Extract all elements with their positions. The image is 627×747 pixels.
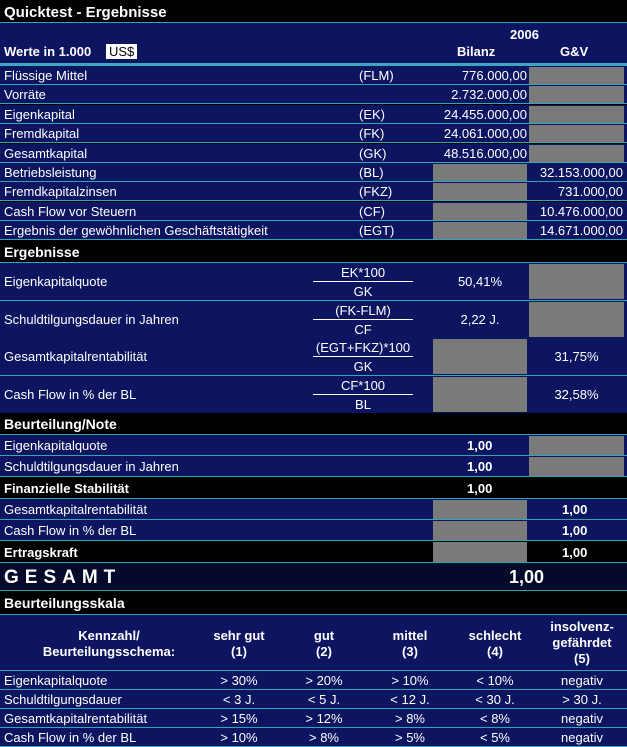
- note-row-std: [0, 456, 627, 477]
- skala-head-line: Beurteilungsschema:: [42, 644, 176, 659]
- bilanz-value[interactable]: 776.000,00: [461, 68, 527, 83]
- gray-cell: [529, 436, 624, 455]
- ergebnisse-header: [0, 241, 627, 263]
- skala-header: [0, 591, 627, 615]
- row-label: Cash Flow vor Steuern: [4, 204, 137, 219]
- skala-head-line: schlecht: [468, 628, 522, 643]
- note-value: 1,00: [562, 523, 588, 538]
- guv-value[interactable]: 14.671.000,00: [539, 223, 623, 238]
- skala-value: < 3 J.: [222, 692, 256, 707]
- ergebnisse-title: Ergebnisse: [4, 244, 80, 260]
- skala-head-line: insolvenz-: [550, 619, 614, 634]
- note-label: Schuldtilgungsdauer in Jahren: [4, 459, 179, 474]
- row-abbr: (CF): [359, 204, 385, 219]
- skala-value: > 12%: [305, 711, 343, 726]
- row-label: Vorräte: [4, 87, 46, 102]
- guv-value[interactable]: 10.476.000,00: [539, 204, 623, 219]
- gray-cell: [433, 203, 527, 220]
- gray-cell: [529, 302, 624, 337]
- skala-head-cell: [284, 628, 364, 660]
- note-row-cf: [0, 520, 627, 541]
- formula-numerator: (FK-FLM): [335, 303, 391, 318]
- data-row: [0, 85, 627, 104]
- skala-title: Beurteilungsskala: [4, 595, 125, 611]
- skala-value: negativ: [561, 730, 603, 745]
- skala-value: < 5%: [480, 730, 510, 745]
- skala-value: < 5 J.: [307, 692, 341, 707]
- bilanz-value[interactable]: 2.732.000,00: [451, 87, 527, 102]
- gray-cell: [433, 500, 527, 519]
- data-row: [0, 144, 627, 163]
- skala-head-line: (1): [231, 644, 247, 659]
- skala-head-line: (3): [402, 644, 418, 659]
- ertragskraft-row: [0, 541, 627, 563]
- year-label: 2006: [510, 27, 539, 42]
- skala-value: > 10%: [220, 730, 258, 745]
- skala-value: > 8%: [395, 711, 425, 726]
- formula-denominator: BL: [355, 397, 371, 412]
- skala-head-line: (4): [487, 644, 503, 659]
- gray-cell: [433, 164, 527, 181]
- data-row: [0, 105, 627, 124]
- skala-value: > 5%: [395, 730, 425, 745]
- skala-label: Cash Flow in % der BL: [4, 730, 137, 745]
- formula-bar: [313, 394, 413, 395]
- formula-numerator: CF*100: [340, 378, 386, 393]
- bilanz-value[interactable]: 24.455.000,00: [443, 107, 527, 122]
- row-label: Fremdkapital: [4, 126, 80, 141]
- formula-bar: [313, 319, 413, 320]
- skala-head-line: mittel: [392, 628, 428, 643]
- bilanz-value[interactable]: 24.061.000,00: [443, 126, 527, 141]
- skala-row: [0, 709, 627, 728]
- skala-value: > 8%: [309, 730, 339, 745]
- formula-numerator: EK*100: [340, 265, 386, 280]
- skala-head-cell: [454, 628, 536, 660]
- gray-cell: [433, 222, 527, 239]
- skala-value: < 10%: [476, 673, 514, 688]
- note-label: Cash Flow in % der BL: [4, 523, 137, 538]
- gray-cell: [529, 125, 624, 142]
- ergebnis-formula: [313, 379, 413, 411]
- data-row: [0, 182, 627, 201]
- skala-head-cell: [369, 628, 451, 660]
- skala-value: < 8%: [480, 711, 510, 726]
- skala-row: [0, 728, 627, 747]
- gray-cell: [433, 542, 527, 562]
- ergebnis-label: Eigenkapitalquote: [4, 274, 108, 289]
- col-bilanz: Bilanz: [457, 44, 496, 59]
- skala-head-line: gut: [313, 628, 335, 643]
- ergebnis-label: Schuldtilgungsdauer in Jahren: [4, 312, 179, 327]
- row-label: Eigenkapital: [4, 107, 75, 122]
- ergebnis-label: Cash Flow in % der BL: [4, 387, 137, 402]
- page-title: Quicktest - Ergebnisse: [4, 4, 167, 21]
- skala-value: > 10%: [391, 673, 429, 688]
- gray-cell: [529, 86, 624, 103]
- skala-head-cell: [20, 628, 198, 660]
- data-row: [0, 163, 627, 182]
- note-label: Gesamtkapitalrentabilität: [4, 502, 148, 517]
- gesamt-label: GESAMT: [4, 567, 122, 588]
- row-abbr: (EGT): [359, 223, 395, 238]
- ergebnis-row: [0, 263, 627, 301]
- gray-cell: [529, 457, 624, 476]
- skala-head-line: Kennzahl/: [78, 628, 140, 643]
- ergebnis-bilanz: 2,22 J.: [460, 312, 500, 327]
- ergebnis-formula: [313, 266, 413, 298]
- ertragskraft-label: Ertragskraft: [4, 545, 78, 560]
- skala-label: Schuldtilgungsdauer: [4, 692, 122, 707]
- note-row-ekq: [0, 435, 627, 456]
- skala-head-line: gefährdet: [552, 635, 612, 650]
- ergebnis-row: [0, 301, 627, 339]
- row-abbr: (BL): [359, 165, 384, 180]
- skala-head-line: sehr gut: [213, 628, 265, 643]
- skala-value: negativ: [561, 673, 603, 688]
- ergebnis-row: [0, 376, 627, 414]
- col-guv: G&V: [560, 44, 589, 59]
- formula-denominator: GK: [353, 284, 373, 299]
- note-value: 1,00: [467, 459, 493, 474]
- row-label: Betriebsleistung: [4, 165, 97, 180]
- stabilitaet-label: Finanzielle Stabilität: [4, 481, 129, 496]
- row-abbr: (EK): [359, 107, 385, 122]
- row-abbr: (FK): [359, 126, 385, 141]
- ergebnis-bilanz: 50,41%: [457, 274, 503, 289]
- bilanz-value[interactable]: 48.516.000,00: [443, 146, 527, 161]
- skala-row: [0, 671, 627, 690]
- skala-head-line: (5): [574, 651, 590, 666]
- skala-row: [0, 690, 627, 709]
- gray-cell: [529, 106, 624, 123]
- formula-numerator: (EGT+FKZ)*100: [315, 340, 411, 355]
- gray-cell: [433, 377, 527, 412]
- formula-denominator: GK: [353, 359, 373, 374]
- guv-value[interactable]: 32.153.000,00: [539, 165, 623, 180]
- skala-value: < 30 J.: [475, 692, 515, 707]
- skala-head-line: (2): [316, 644, 332, 659]
- skala-label: Eigenkapitalquote: [4, 673, 108, 688]
- skala-head-cell: [537, 619, 627, 667]
- skala-value: > 20%: [305, 673, 343, 688]
- row-label: Ergebnis der gewöhnlichen Geschäftstätigkeit: [4, 223, 268, 238]
- ergebnis-guv: 31,75%: [554, 349, 599, 364]
- beurteilung-title: Beurteilung/Note: [4, 416, 117, 432]
- gray-cell: [433, 339, 527, 374]
- skala-column-header: [0, 615, 627, 671]
- row-abbr: (FKZ): [359, 184, 393, 199]
- data-row: [0, 66, 627, 85]
- ergebnis-formula: [313, 304, 413, 336]
- skala-value: > 15%: [220, 711, 258, 726]
- data-row: [0, 221, 627, 240]
- ergebnis-formula: [313, 341, 413, 373]
- row-label: Flüssige Mittel: [4, 68, 88, 83]
- note-label: Eigenkapitalquote: [4, 438, 108, 453]
- stabilitaet-value: 1,00: [467, 481, 493, 496]
- currency-select[interactable]: US$: [106, 44, 137, 59]
- gesamt-value: 1,00: [509, 567, 545, 587]
- stabilitaet-row: [0, 477, 627, 499]
- skala-label: Gesamtkapitalrentabilität: [4, 711, 148, 726]
- formula-bar: [313, 356, 413, 357]
- ergebnis-guv: 32,58%: [554, 387, 599, 402]
- gray-cell: [529, 67, 624, 84]
- formula-bar: [313, 281, 413, 282]
- row-abbr: (GK): [359, 146, 387, 161]
- werte-label: Werte in 1.000: [4, 44, 92, 59]
- gray-cell: [529, 145, 624, 162]
- skala-value: > 30%: [220, 673, 258, 688]
- row-label: Fremdkapitalzinsen: [4, 184, 117, 199]
- data-row: [0, 124, 627, 143]
- ertragskraft-value: 1,00: [562, 545, 588, 560]
- gesamt-row: [0, 563, 627, 591]
- note-value: 1,00: [467, 438, 493, 453]
- gray-cell: [529, 264, 624, 299]
- note-row-gkr: [0, 499, 627, 520]
- gray-cell: [433, 183, 527, 200]
- ergebnis-label: Gesamtkapitalrentabilität: [4, 349, 148, 364]
- skala-value: negativ: [561, 711, 603, 726]
- skala-value: > 30 J.: [562, 692, 602, 707]
- skala-head-cell: [199, 628, 279, 660]
- beurteilung-header: [0, 413, 627, 435]
- formula-denominator: CF: [354, 322, 372, 337]
- row-abbr: (FLM): [359, 68, 394, 83]
- skala-value: < 12 J.: [390, 692, 430, 707]
- data-row: [0, 202, 627, 221]
- note-value: 1,00: [562, 502, 588, 517]
- guv-value[interactable]: 731.000,00: [557, 184, 623, 199]
- row-label: Gesamtkapital: [4, 146, 88, 161]
- ergebnis-row: [0, 338, 627, 376]
- column-header: [0, 23, 627, 63]
- title-bar: [0, 0, 627, 23]
- gray-cell: [433, 521, 527, 540]
